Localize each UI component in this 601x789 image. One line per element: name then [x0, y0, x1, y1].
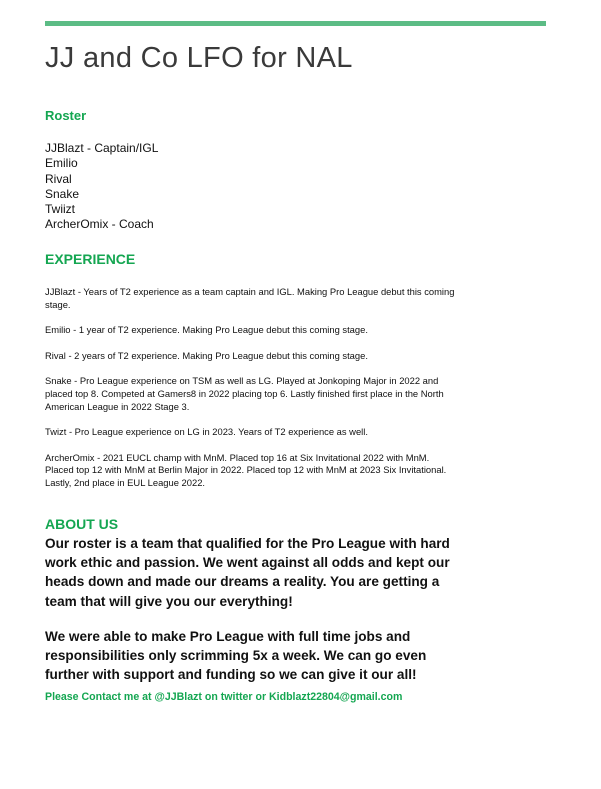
roster-member: Twiizt [45, 202, 75, 217]
roster-member: Rival [45, 171, 72, 186]
experience-list [45, 286, 455, 503]
experience-entry: JJBlazt - Years of T2 experience as a team captain and IGL. Making Pro League debut this coming stage. [45, 286, 455, 310]
experience-entry: ArcherOmix - 2021 EUCL champ with MnM. Placed top 16 at Six Invitational 2022 with MnM. Placed top 12 with MnM at Berlin Major in 2022. Placed top 12 with MnM at 2023 Six Invitational. Lastly, 2nd place in EUL League 2022. [45, 451, 447, 488]
experience-heading: EXPERIENCE [45, 251, 136, 267]
about-paragraph: Our roster is a team that qualified for the Pro League with hard work ethic and passion. We went against all odds and kept our heads down and made our dreams a reality. You are getting a team that will give you our everything! [45, 536, 450, 609]
roster-member: ArcherOmix - Coach [45, 217, 154, 232]
roster-member: Snake [45, 186, 80, 201]
experience-entry: Emilio - 1 year of T2 experience. Making Pro League debut this coming stage. [45, 324, 368, 336]
contact-line: Please Contact me at @JJBlazt on twitter or Kidblazt22804@gmail.com [45, 691, 403, 703]
header-accent-bar [45, 21, 546, 26]
roster-list [45, 141, 158, 233]
roster-member: Emilio [45, 156, 78, 171]
experience-entry: Rival - 2 years of T2 experience. Making Pro League debut this coming stage. [45, 349, 368, 361]
about-paragraph: We were able to make Pro League with full time jobs and responsibilities only scrimming 5x a week. We can go even further with support and funding so we can give it our all! [45, 628, 427, 683]
about-heading: ABOUT US [45, 516, 119, 532]
about-section [45, 534, 455, 700]
roster-heading: Roster [45, 108, 87, 123]
experience-entry: Twizt - Pro League experience on LG in 2023. Years of T2 experience as well. [45, 426, 368, 438]
roster-member: JJBlazt - Captain/IGL [45, 141, 159, 155]
experience-entry: Snake - Pro League experience on TSM as well as LG. Played at Jonkoping Major in 2022 and placed top 8. Competed at Gamers8 in 2022 placing top 6. Lastly finished first place in the North American League in 2022 Stage 3. [45, 375, 444, 412]
document-title: JJ and Co LFO for NAL [45, 42, 353, 74]
